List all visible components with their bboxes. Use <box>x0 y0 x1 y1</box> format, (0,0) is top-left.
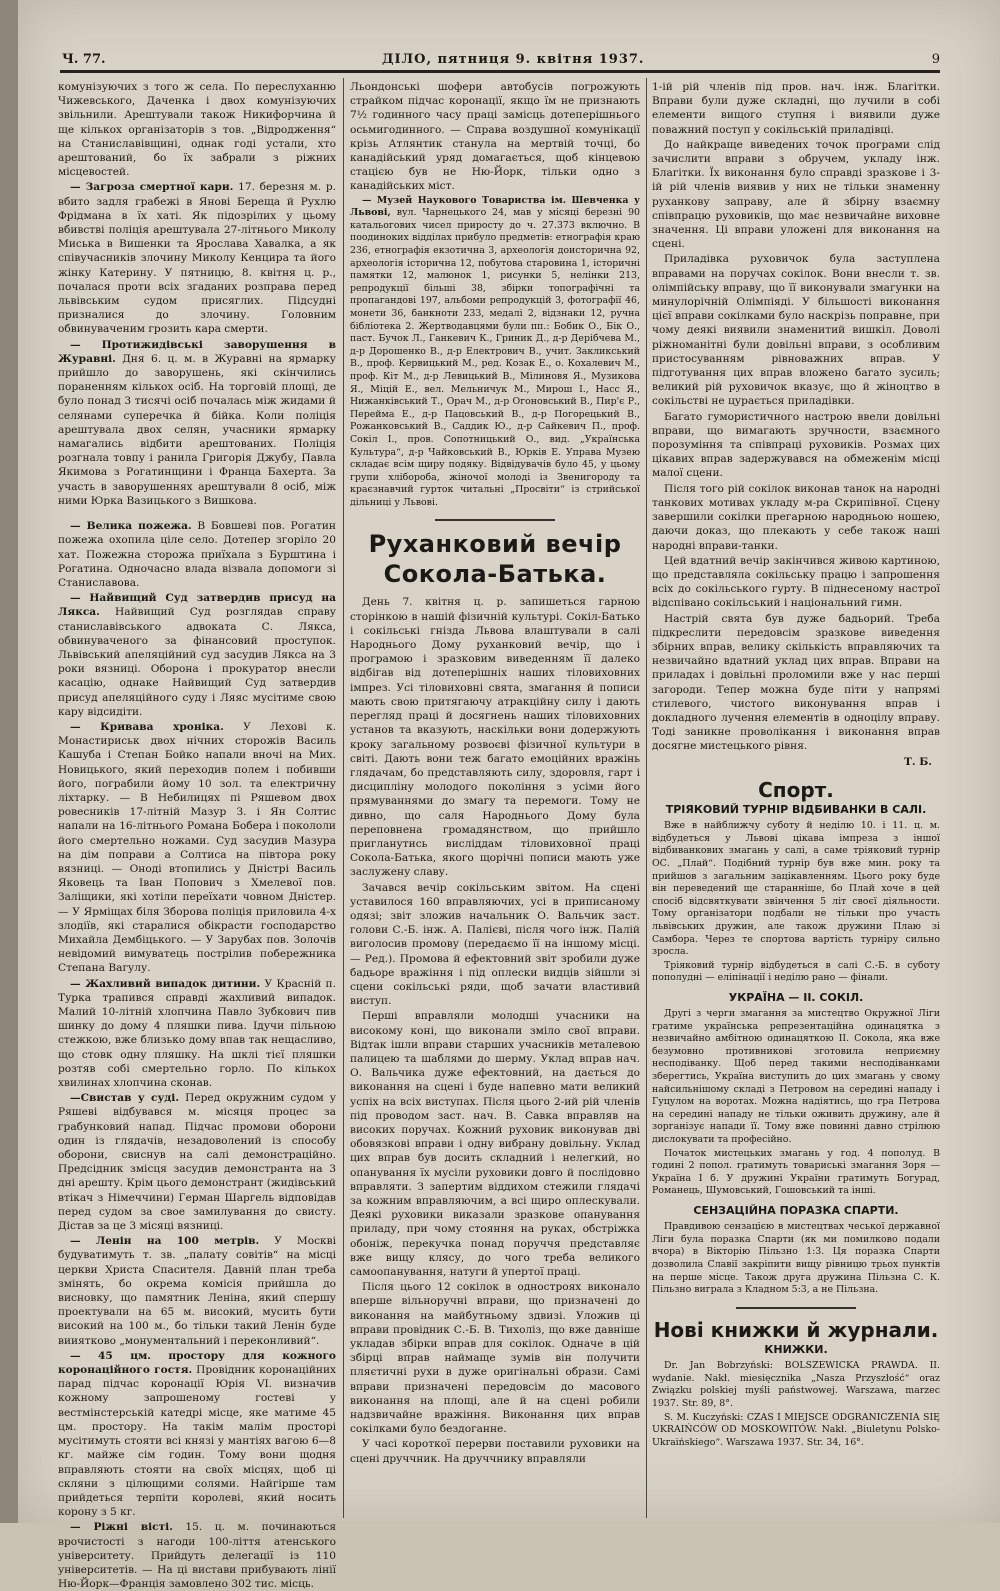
masthead-title: ДІЛО, пятниця 9. квітня 1937. <box>382 52 645 67</box>
news-item <box>58 977 336 1091</box>
news-headline: — Ленін на 100 метрів. <box>70 1235 260 1248</box>
sport-paragraph: Другі з черги змагання за мистецтво Окружної Ліги гратиме українська репрезентаційна одинацятка з незвичайно амбітною одинацяткою II. Сокола, яка вже безумовно противникові зготовила неприємну несподіванку. Щоб перед такими несподіванками зберегтись, Україна виступить до цих змагань у свому найсильнішому складі з Петровом на середині нападу і Гуцулом на воротах. Можна надіятись, що гра Петрова на середині нападу не тільки оживить дружину, але й зорганізує напади її. Тому вже повинні давно стрілюю дислокувати та професійно. <box>652 1008 940 1146</box>
books-subtitle: КНИЖКИ. <box>764 1342 828 1356</box>
article-paragraph: Настрій свята був дуже бадьорий. Треба підкреслити передовсім зразкове виведення збірних вправ, велику скількість вправляючих та незвичайно вдатний уклад цих вправ. Вправи на приладах і довільні проломили вже у нас перші загороди. Тепер можна буде піти у напрямі стилевого, чистого виконування вправ і докладного лучення елементів в одноцілу вправу. Тоді заникне проволікання і виконання вправ досягне мистецького рівня. <box>652 612 940 753</box>
news-headline: — Музей Наукового Товариства ім. Шевченка у Львові, <box>350 194 640 219</box>
news-body: Дня 6. ц. м. в Журавні на ярмарку прийшло до заворушень, які скінчились пораненням кількох осіб. На торговій площі, де було понад 3 тисячі осіб почалась між жидами й селянами суперечка й бійка. Коли поліція арештувала двох селян, учасники ярмарку намагались відбити арештованих. Поліція розгнала товпу і ранила Григорія Джубу, Павла Якимова з Рогатинщини і Франца Бахерта. За участь в заворушеннях арештували 8 осіб, між ними Юрка Вазицького з Вишкова. <box>58 352 336 507</box>
article-paragraph: Перші вправляли молодші учасники на високому коні, що виконали зміло свої вправи. Відтак ішли вправи старших учасників металевою палицею та шаблями до шерму. Уклад вправ нач. О. Вальчика дуже ефектовний, на дається до виконання на сцені і буде напевно мати великий успіх на всіх виступах. Після цього 2-ий рій членів під проводом заст. нач. В. Савка вправляв на високих поручах. Кожний руховик виконував дві обовязкові вправи і одну вибрану довільну. Уклад цих вправ був досить складний і нелегкий, но опанування їх мусіли руховики довго й послідовно вправляти. З запертим віддихом стежили глядачі за кожним вправляючим, а всі щиро оплескували. Деякі руховики виказали зразкове опанування приладу, при чому стояння на руках, обстріжка обоніж, перекучка понад поруччя представляє вже вищу клясу, до чого треба великого самоопанування, натуги й упертої праці. <box>350 1010 640 1279</box>
news-body: Найвищий Суд розглядав справу станиславівського адвоката С. Лякса, обвинуваченого за фінансовий проступок. Львівський апеляційний суд засудив Лякса на 3 роки вязниці. Оборона і прокуратор внесли касацію, однаке Найвищий Суд затвердив присуд апеляційного суду і Ляяс мусітиме свою кару відсидіти. <box>58 606 336 718</box>
news-body: вул. Чарнецького 24, мав у місяці березні 90 катальогових чисел приросту до ч. 27.373 включно. В поодиноких відділах прибуло предметів: етнографія краю 236, етнографія екзотична 3, археологія доисторична 92, археологія історична 12, побутова старовина 1, історичні памятки 12, малюнок 1, рисунки 5, нелінки 213, репродукції більші 38, збірки топографічні та пропагандові 197, альбоми репродукцій 3, фотографії 46, монети 36, банкноти 233, медалі 2, відзнаки 12, ручна бібліотека 2. Жертводавцями були пп.: Бобик О., Бік О., паст. Бучок Л., Ганкевич К., Гриник Д., д-р Дерібчева М., д-р Дорошенко В., д-р Електрович В., учит. Закликський В., проф. Кервицький М., ред. Козак Е., о. Кохалевич М., проф. Кіт М., д-р Левицький В., Мілиновя Я., Музикова Я., Міцій Е., вел. Мельничук М., Мирош І., Насс Я., Нижанківський Т., Орач М., д-р Огоновський В., Пир'є Р., Перейма Е., д-р Пацовський В., д-р Погорецький В., Рожанковський В., Саддик Ю., д-р Сайкевич П., проф. Сокіл І., пров. Сопотницький О., вид. „Українська Культура“, д-р Чайковський В., Юрків Е. Управа Музею складає всім щиру подяку. Відвідувачів було 45, у цьому групи хлібороба, жіночої молоді із Звенигороду та краєзнавчий гурток читальні „Просвіти“ із стрийської дільниці у Львові. <box>350 207 640 508</box>
news-body: Перед окружним судом у Ряшеві відбувався м. місяця процес за грабунковий напад. Підчас промови оборони один із глядачів, незадоволений із способу оборони, свиснув на салі демонстраційно. Предсідник змісця засудив демонстранта на 3 дні арешту. Крім цього демонстрант (жидівський втікач з Німеччини) Герман Шаргель відповідав перед судом за свое замилування до свисту. Дістав за це 3 місяці вязниці. <box>58 1092 336 1233</box>
news-item <box>58 591 336 719</box>
section-divider <box>435 519 555 521</box>
news-item <box>58 180 336 336</box>
article-paragraph: Приладівка руховичок була заступлена вправами на поручах сокілок. Вони внесли т. зв. олімпійську вправу, що її виконували змагунки на минулорічній Олімпіяді. У більшості виконання цієї вправи сокілками було наскрізь поправне, при чому деякі виявили знаменитий вишкіл. Доволі ріжноманітні були довільні вправи, з особливим пристосуванням рівноважних вправ. У підготування цих вправ вложено багато зусиль; великий рій руховичок вказує, що й жіноцтво в сокільстві не цурається приладівки. <box>652 253 940 408</box>
news-item <box>350 195 640 510</box>
article-signature: Т. Б. <box>904 755 932 768</box>
column-3 <box>652 80 940 1583</box>
news-headline: — Жахливий випадок дитини. <box>70 977 261 990</box>
column-1 <box>58 80 337 1591</box>
sport-paragraph: Правдивою сензацією в мистецтвах чеської державної Ліги була поразка Спарти (як ми помилково подали вчора) в Вікторію Пільзно 1:3. Ця поразка Спарти дозволила Славії закріпити вищу рівницю трьох пунктів на перше місце. Також друга дружина Пільзна С. К. Пільзно виграла з Кладном 5:3, а не Пільзна. <box>652 1221 940 1296</box>
news-body: 15. ц. м. починаються врочистості з нагоди 100-ліття атенського університету. Прийдуть делегації із 110 університетів. — На ці вистави прибувають лінії Ню-Йорк—Франція замовлено 302 тис. місць. <box>58 1521 336 1591</box>
column-divider <box>646 78 647 1518</box>
article-paragraph: До найкраще виведених точок програми слід зачислити вправи з обручем, укладу інж. Благітки. Їх виконання було справді зразкове і 3-ій рій членів виявив у них не тільки знаменну руханкову заправу, але й збірну взаємну співпрацю руховиків, що має незвичайне виховне значення. Ці вправи уложені для виконання на сцені. <box>652 138 940 251</box>
page-gutter <box>0 0 18 1523</box>
news-headline: — Протижидівські заворушення в Журавні. <box>58 338 336 365</box>
sport-paragraph: Вже в найближчу суботу й неділю 10. і 11. ц. м. відбудеться у Львові цікава імпреза з іншої відбиванкових змагань у салі, а саме тріяковий турнір ОС. „Плай“. Подібний турнір був вже мин. року та прийшов з загальним зацікавленням. Цього року буде він переведений ще старанніше, бо Плай хоче в цей спосіб відсвяткувати звінчення 5 літ своєї діяльности. Тому організатори подбали не тільки про участь львівських дружин, але також дружини Плаю зі Самбора. Через те спортова вартість турніру сильно зросла. <box>652 820 940 958</box>
article-paragraph: Багато гумористичного настрою ввели довільні вправи, що вимагають зручности, взаємного порозуміння та співпраці руховиків. Розмах цих цікавих вправ задержувався на обмеженім місці малої сцени. <box>652 410 940 480</box>
news-headline: —Свистав у суді. <box>70 1092 180 1105</box>
news-headline: — Велика пожежа. <box>70 520 192 533</box>
book-entry: S. M. Kuczyński: CZAS I MIEJSCE ODGRANICZENIA SIĘ UKRAIŃCÓW OD MOSKOWITÓW. Nakł. „Biuletynu Polsko-Ukraińskiego“. Warszawa 1937. Str. 34, 16°. <box>652 1411 940 1448</box>
news-body: У Красній п. Турка трапився справді жахливий випадок. Малий 10-літній хлопчина Павло Зубкович пив шинку до дому 4 пляшки пива. Ідучи пільною стежкою, вже близько дому впав так нещасливо, що стовк одну пляшку. На шклі тієї пляшки розтяв собі смертельно горло. По кількох хвилинах хлопчина сконав. <box>58 977 336 1090</box>
sport-subtitle: ТРІЯКОВИЙ ТУРНІР ВІДБИВАНКИ В САЛІ. <box>665 802 927 816</box>
header-rule <box>60 70 940 73</box>
news-body: В Бовшеві пов. Рогатин пожежа охопила ціле село. Дотепер згоріло 20 хат. Пожежна сторожа приїхала з Бурштина і Рогатина. Одночасно влада візвала допомоги зі Станиславова. <box>58 520 336 589</box>
news-paragraph: Льондонські шофери автобусів погрожують страйком підчас коронації, якщо їм не признають 7½ годинного часу праці замісць дотеперішнього осьмигодинного. — Справа воздушної комунікації крізь Атлянтик станула на мертвій точці, бо канадійський уряд домагається, щоб кінцевою стацією був не Ню-Йорк, тільки одно з канадійських міст. <box>350 81 640 193</box>
page-number: 9 <box>931 52 940 67</box>
page-header <box>62 52 940 70</box>
news-body: У Москві будуватимуть т. зв. „палату совітів“ на місці церкви Христа Спасителя. Давній план треба змінять, бо окрема комісія прийшла до висновку, що памятник Леніна, який спершу проектували на 65 м. високий, мусить бути високий на 100 м., бо тільки такий Ленін буде вииятково „монументальний і переконливий“. <box>58 1235 336 1347</box>
news-headline: — Загроза смертної кари. <box>70 181 234 194</box>
news-item <box>58 1349 336 1519</box>
news-body: 17. березня м. р. вбито задля грабежі в Янові Береща й Рухлю Фрідмана в їх хаті. Як підозрілих у цьому вбивстві поліція арештувала 27-літнього Миколу Миська в Вишенки та Ярослава Хавалка, а як співучасників злочину Миколу Кенцира та його жінку Катерину. У пятницю, 8. квітня ц. р., почалася проти всіх згаданих розправа перед львівським судом присяглих. Підсудні призналися до злочину. Головним обвинуваченим грозить кара смерти. <box>58 181 336 336</box>
article-title: Руханковий вечір Сокола-Батька. <box>368 530 622 589</box>
news-headline: — Ріжні вісті. <box>70 1521 173 1534</box>
news-item <box>58 519 336 590</box>
news-body: У Лехові к. Монастириськ двох нічних сторожів Василь Кашуба і Степан Бойко напали вночі на Мих. Новицького, який переходив полем і побивши його, пограбили йому 10 зол. та електричну ліхтарку. — В Небилицях пі Ряшевом двох ровесників 17-літній Мазур З. і Ян Солтис напали на 16-літнього Романа Бобера і покололи його смертельно ножами. Суд засудив Мазура на дім поправи а Солтиса на півтора року вязниці. — Оноді втопились у Дністрі Василь Яковець та Іван Попович з Хмелевої пов. Заліщики, які хотіли переїхати човном Дністер. — У Ярміщах біля Зборова поліція приловила 4-х злодіїв, які старалися обікрасти господарство Михайла Дембіцького. — У Зарубах пов. Золочів невідомий вимуватець пострілив побережника Степана Вагулу. <box>58 720 337 975</box>
issue-number: Ч. 77. <box>62 52 106 67</box>
section-divider <box>736 1307 856 1309</box>
column-divider <box>343 78 344 1518</box>
sport-subtitle: СЕНЗАЦІЙНА ПОРАЗКА СПАРТИ. <box>693 1203 899 1217</box>
article-paragraph: У часі короткої перерви поставили руховики на сцені друччник. На друччнику вправляли <box>350 1438 640 1465</box>
news-item <box>58 1234 336 1348</box>
sport-section-title: Спорт. <box>758 777 834 802</box>
sport-paragraph: Початок мистецьких змагань у год. 4 пополуд. В годині 2 попол. гратимуть товариські змагання Зоря — Україна І б. У дружині України гратимуть Богурад, Романець, Шумовський, Гошовський та інші. <box>652 1147 940 1197</box>
article-paragraph: 1-ій рій членів під пров. нач. інж. Благітки. Вправи були дуже складні, що лучили в собі елементи вищого ступня і виявили дуже поважний поступ у сокільській приладівці. <box>652 81 940 136</box>
news-headline: — Кривава хроніка. <box>70 720 224 733</box>
sport-subtitle: УКРАЇНА — II. СОКІЛ. <box>728 990 864 1004</box>
column-2 <box>350 80 640 1583</box>
books-section-title: Нові книжки й журнали. <box>653 1317 939 1342</box>
news-headline: — Найвищий Суд затвердив присуд на Лякса. <box>58 592 336 619</box>
article-paragraph: Цей вдатний вечір закінчився живою картиною, що представляла сокільську працю і запрошення всіх до сокільського гурту. В піднесеному настрої відспівано сокільський і національний гимн. <box>652 554 940 610</box>
news-body: Провідник коронаційних парад підчас коронації Юрія VI. визначив кожному запрошеному гостеві у вестмінстерській катедрі місце, яке матиме 45 цм. простору. На такім малім просторі мусітимуть стояти всі князі у мантіях вагою 6—8 кг. майже сім годин. Тому вони щодня вправляють стояти на своїх місцях, щоб ці скляни з цілющими солями. Найгірше там прийдеться терпіти королеві, який носить корону з 5 кг. <box>58 1364 336 1519</box>
sport-paragraph: Тріяковий турнір відбудеться в салі С.-Б. в суботу пополудні — еліпінації і неділю рано — фінали. <box>652 959 940 984</box>
news-headline: — 45 цм. простору для кожного коронаційного гостя. <box>58 1349 336 1377</box>
book-entry: Dr. Jan Bobrzyński: BOLSZEWICKA PRAWDA. II. wydanie. Nakł. miesięcznika „Nasza Przyszłość“ oraz Związku polskiej myśli państwowej. Warszawa, marzec 1937. Str. 89, 8°. <box>652 1360 940 1409</box>
article-paragraph: День 7. квітня ц. р. запишеться гарною сторінкою в нашій фізичній культурі. Сокіл-Батько і сокільські гнізда Львова влаштували в салі Народнього Дому руханковий вечір, що і програмою і зразковим виведенням її далеко відбігав від дотеперішніх наших тіловиховних імпрез. Усі тіловиховні свята, змагання й пописи мають свою притягаючу атракційну силу і дають перегляд праці й досягнень наших тіловиховних установ та вказують, наскільки вони додержують кроку загальному розвоєві фізичної культури в світі. Дають вони теж багато емоційних вражінь глядачам, бо представляють силу, здоровля, гарт і дисципліну молодого покоління з усіми його прямуваннями до змагу та перемоги. Тому не дивно, що саля Народнього Дому була переповнена громадянством, що прийшло пригланутись висліддам тіловиховної праці Сокола-Батька, якого щорічні пописи мають уже заслужену славу. <box>350 596 640 879</box>
article-paragraph: Після цього 12 сокілок в одностроях виконало вперше вільноручні вправи, що призначені до виконання на майбутньому здвизі. Уложив ці вправи провідник С.-Б. В. Тихоліз, що вже давніше укладав збірки вправ для сокілок. Одначе в цій збірці вправ наймаще зумів він получити пляєтичні рухи в дуже оригінальні образи. Самі вправи призначені передовсім до масового виконання на площі, але й на сцені робили надзвичайне вражіння. Виконання цих вправ сокілками було бездоганне. <box>350 1281 640 1436</box>
news-item <box>58 720 336 976</box>
news-item <box>58 1091 336 1233</box>
article-paragraph: Після того рій сокілок виконав танок на народні танкових мотивах укладу м-ра Скрипівної. Сцену завершили сокілки прегарною народньою ношею, даючи доказ, що плекають у себе також наші народні вправи-танки. <box>652 482 940 552</box>
news-paragraph: комунізуючих з того ж села. По переслуханню Чижевського, Даченка і двох комунізуючих звільнили. Арештували також Никифорчина й ще кількох організаторів з тов. „Відродження“ на Станиславівщині, однак годі устали, хто арештований, бо їх забрали з ріжних місцевостей. <box>58 81 336 179</box>
news-item <box>58 1520 336 1591</box>
news-item <box>58 338 336 508</box>
article-paragraph: Зачався вечір сокільським звітом. На сцені уставилося 160 вправляючих, усі в приписаному одязі; звіт зложив начальник О. Вальчик заст. голови С.-Б. інж. А. Палієві, після чого інж. Палій виголосив промову (передаємо її на іншому місці. — Ред.). Промова й ефектовний звіт зробили дуже бадьоре вражіння і під оплески видців зійшли зі сцени сокільські ряди, щоб зачати властивий виступ. <box>350 881 640 1008</box>
